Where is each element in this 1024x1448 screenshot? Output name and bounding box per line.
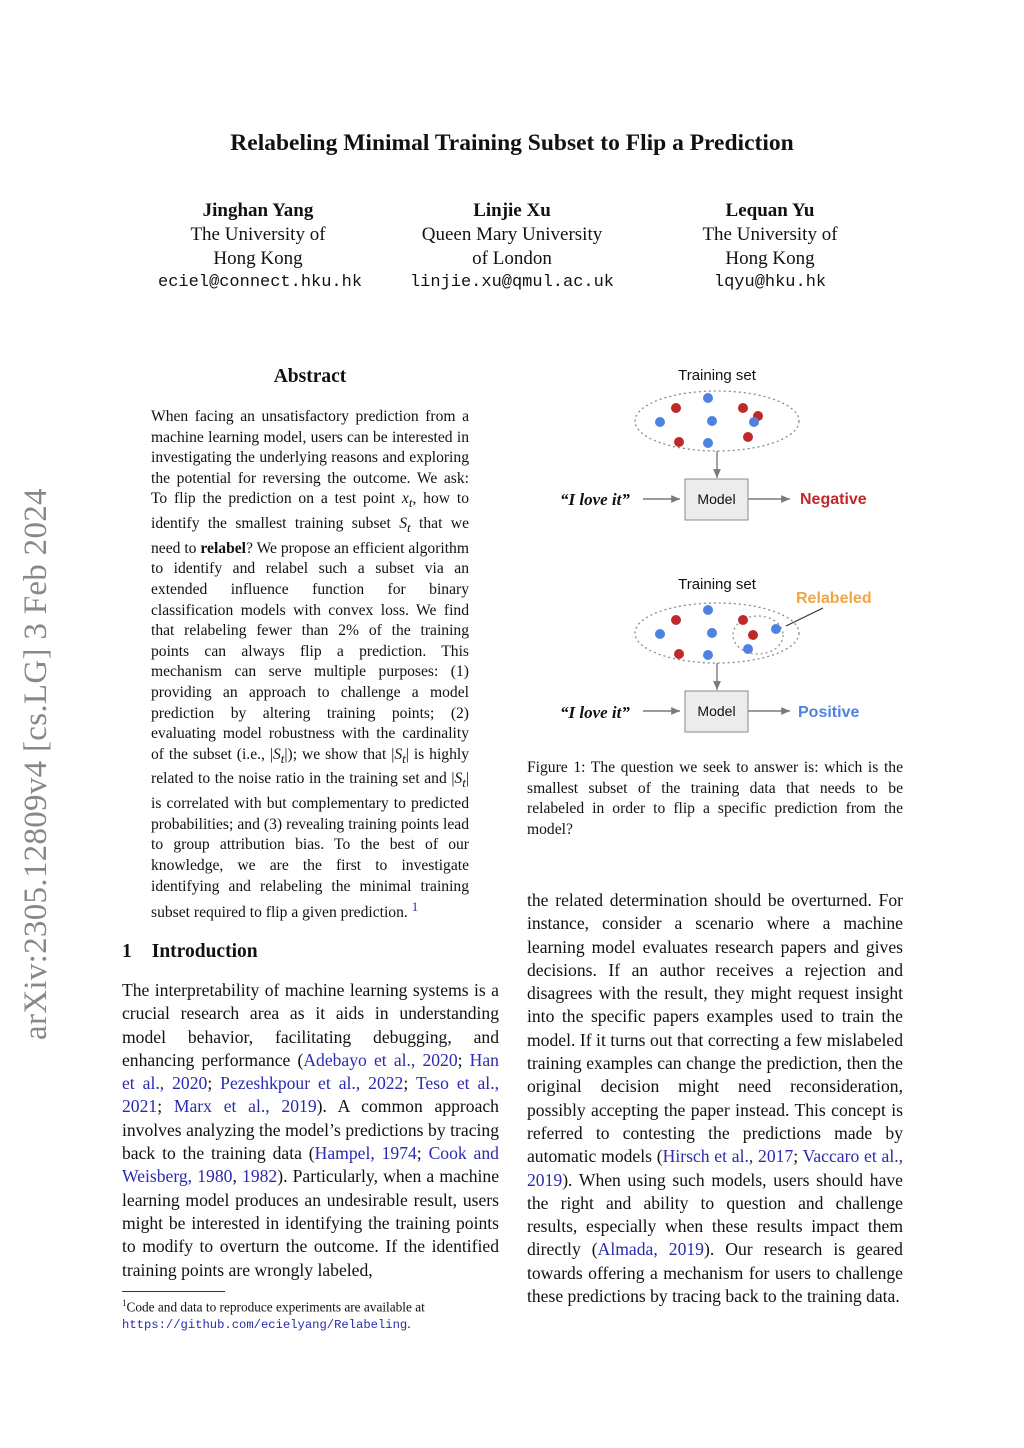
training-point-blue xyxy=(703,605,713,615)
abstract-text: When facing an unsatisfactory prediction from a machine learning model, users can be interested in investigating the underlying reasons and exploring the potential for reversing the outcome. We ask: To flip the prediction on a test point $x_t$, how to identify the smallest training subset $S_t$ that we need to relabel? We propose an efficient algorithm to identify and relabel such a subset via an extended influence function for binary classification models with convex loss. We find that relabeling fewer than 2% of the training points can always flip a prediction. This mechanism can serve multiple purposes: (1) providing an approach to challenge a model prediction by altering training points; (2) evaluating model robustness with the cardinality of the subset (i.e., $|S_t|$); we show that $|S_t|$ is highly related to the noise ratio in the training set and $|S_t|$ is correlated with but complementary to predicted probabilities; and (3) revealing training points lead to group attribution bias. To the best of our knowledge, we are the first to investigate identifying and relabeling the minimal training subset required to flip a given prediction. $^1$ xyxy=(151,408,469,922)
figure-caption: Figure 1: The question we seek to answer is: which is the smallest subset of the training data that needs to be relabeled in order to flip a specific prediction from the model? xyxy=(527,759,903,838)
citation-link[interactable]: Teso et al., 2021 xyxy=(122,1073,499,1117)
relabeled-pointer xyxy=(786,608,823,626)
training-point-blue xyxy=(749,417,759,427)
arxiv-stamp: arXiv:2305.12809v4 [cs.LG] 3 Feb 2024 xyxy=(18,488,54,1040)
footnote: $^1$Code and data to reproduce experiments are available at https://github.com/ecielyang/Relabeling. xyxy=(122,1298,425,1333)
citation-link[interactable]: Hampel, 1974 xyxy=(314,1143,417,1164)
training-point-red xyxy=(674,437,684,447)
section-heading: 1 Introduction xyxy=(122,941,258,962)
training-point-red xyxy=(671,615,681,625)
training-set-label: Training set xyxy=(678,576,756,593)
citation-link[interactable]: Adebayo et al., 2020 xyxy=(303,1049,458,1070)
author-name: Lequan Yu xyxy=(725,200,815,221)
figure-1 xyxy=(540,360,900,740)
author-block xyxy=(158,199,363,295)
footnote-divider xyxy=(122,1291,225,1292)
author-affiliation: The University of xyxy=(702,224,838,245)
author-block xyxy=(670,199,870,295)
training-point-blue xyxy=(655,417,665,427)
code-url-link[interactable]: https://github.com/ecielyang/Relabeling xyxy=(122,1318,408,1333)
prediction-positive: Positive xyxy=(798,704,860,721)
citation-link[interactable]: Vaccaro et al., 2019 xyxy=(527,1146,904,1190)
training-point-blue xyxy=(655,629,665,639)
training-point-blue xyxy=(703,438,713,448)
training-point-blue xyxy=(707,628,717,638)
citation-link[interactable]: Marx et al., 2019 xyxy=(173,1096,317,1117)
author-affiliation: of London xyxy=(472,248,552,269)
training-point-blue xyxy=(707,416,717,426)
model-label: Model xyxy=(697,491,736,507)
training-point-blue xyxy=(703,393,713,403)
citation-link[interactable]: Pezeshkpour et al., 2022 xyxy=(220,1073,404,1094)
training-point-red xyxy=(743,432,753,442)
citation-link[interactable]: Han et al., 2020 xyxy=(122,1049,499,1094)
input-sentence: “I love it” xyxy=(560,703,630,722)
training-point-blue xyxy=(771,624,781,634)
training-point-blue xyxy=(703,650,713,660)
training-point-red xyxy=(738,403,748,413)
training-point-red xyxy=(738,615,748,625)
training-set-label: Training set xyxy=(678,367,756,384)
right-column-text: the related determination should be overturned. For instance, consider a scenario where a machine learning model evaluates research papers and gives decisions. If an author receives a rejection and disagrees with the result, they might request insight into the specific papers examples used to train the model. If it turns out that correcting a few mislabeled training examples can change the prediction, then the original decision might need reconsideration, possibly accepting the paper instead. This concept is referred to contesting the predictions made by automatic models (Hirsch et al., 2017; Vaccaro et al., 2019). When using such models, users should have the right and ability to question and challenge results, especially when these results impact them directly (Almada, 2019). Our research is geared towards offering a mechanism for users to challenge these predictions by tracing back to the training data. xyxy=(527,890,904,1307)
training-point-red xyxy=(748,630,758,640)
abstract-heading: Abstract xyxy=(273,366,347,387)
citation-link[interactable]: 1982 xyxy=(242,1166,278,1187)
author-affiliation: Hong Kong xyxy=(213,248,303,269)
author-name: Linjie Xu xyxy=(473,200,551,221)
training-point-red xyxy=(671,403,681,413)
model-label: Model xyxy=(697,703,736,719)
prediction-negative: Negative xyxy=(800,491,867,508)
author-affiliation: Queen Mary University xyxy=(421,224,603,245)
author-email[interactable]: linjie.xu@qmul.ac.uk xyxy=(409,273,615,292)
author-affiliation: Hong Kong xyxy=(725,248,815,269)
relabeled-label: Relabeled xyxy=(796,590,872,607)
author-name: Jinghan Yang xyxy=(202,200,314,221)
citation-link[interactable]: Almada, 2019 xyxy=(597,1239,704,1260)
author-email[interactable]: eciel@connect.hku.hk xyxy=(158,273,363,292)
citation-link[interactable]: Cook and Weisberg, 1980 xyxy=(122,1143,499,1187)
paper-title: Relabeling Minimal Training Subset to Flip a Prediction xyxy=(230,130,794,156)
author-block xyxy=(392,199,632,295)
footnote-marker[interactable]: 1 xyxy=(411,899,419,915)
citation-link[interactable]: Hirsch et al., 2017 xyxy=(662,1146,794,1167)
author-affiliation: The University of xyxy=(190,224,326,245)
input-sentence: “I love it” xyxy=(560,490,630,509)
author-email[interactable]: lqyu@hku.hk xyxy=(713,273,827,292)
intro-text: The interpretability of machine learning systems is a crucial research area as it aids in understanding model behavior, facilitating debugging, and enhancing performance (Adebayo et al., 2020; Han et al., 2020; Pezeshkpour et al., 2022; Teso et al., 2021; Marx et al., 2019). A common approach involves analyzing the model’s predictions by tracing back to the training data (Hampel, 1974; Cook and Weisberg, 1980, 1982). Particularly, when a machine learning model produces an undesirable result, users might be interested in identifying the training points to modify to overturn the outcome. If the identified training points are wrongly labeled, xyxy=(122,980,500,1280)
training-point-red xyxy=(674,649,684,659)
training-point-blue xyxy=(743,644,753,654)
